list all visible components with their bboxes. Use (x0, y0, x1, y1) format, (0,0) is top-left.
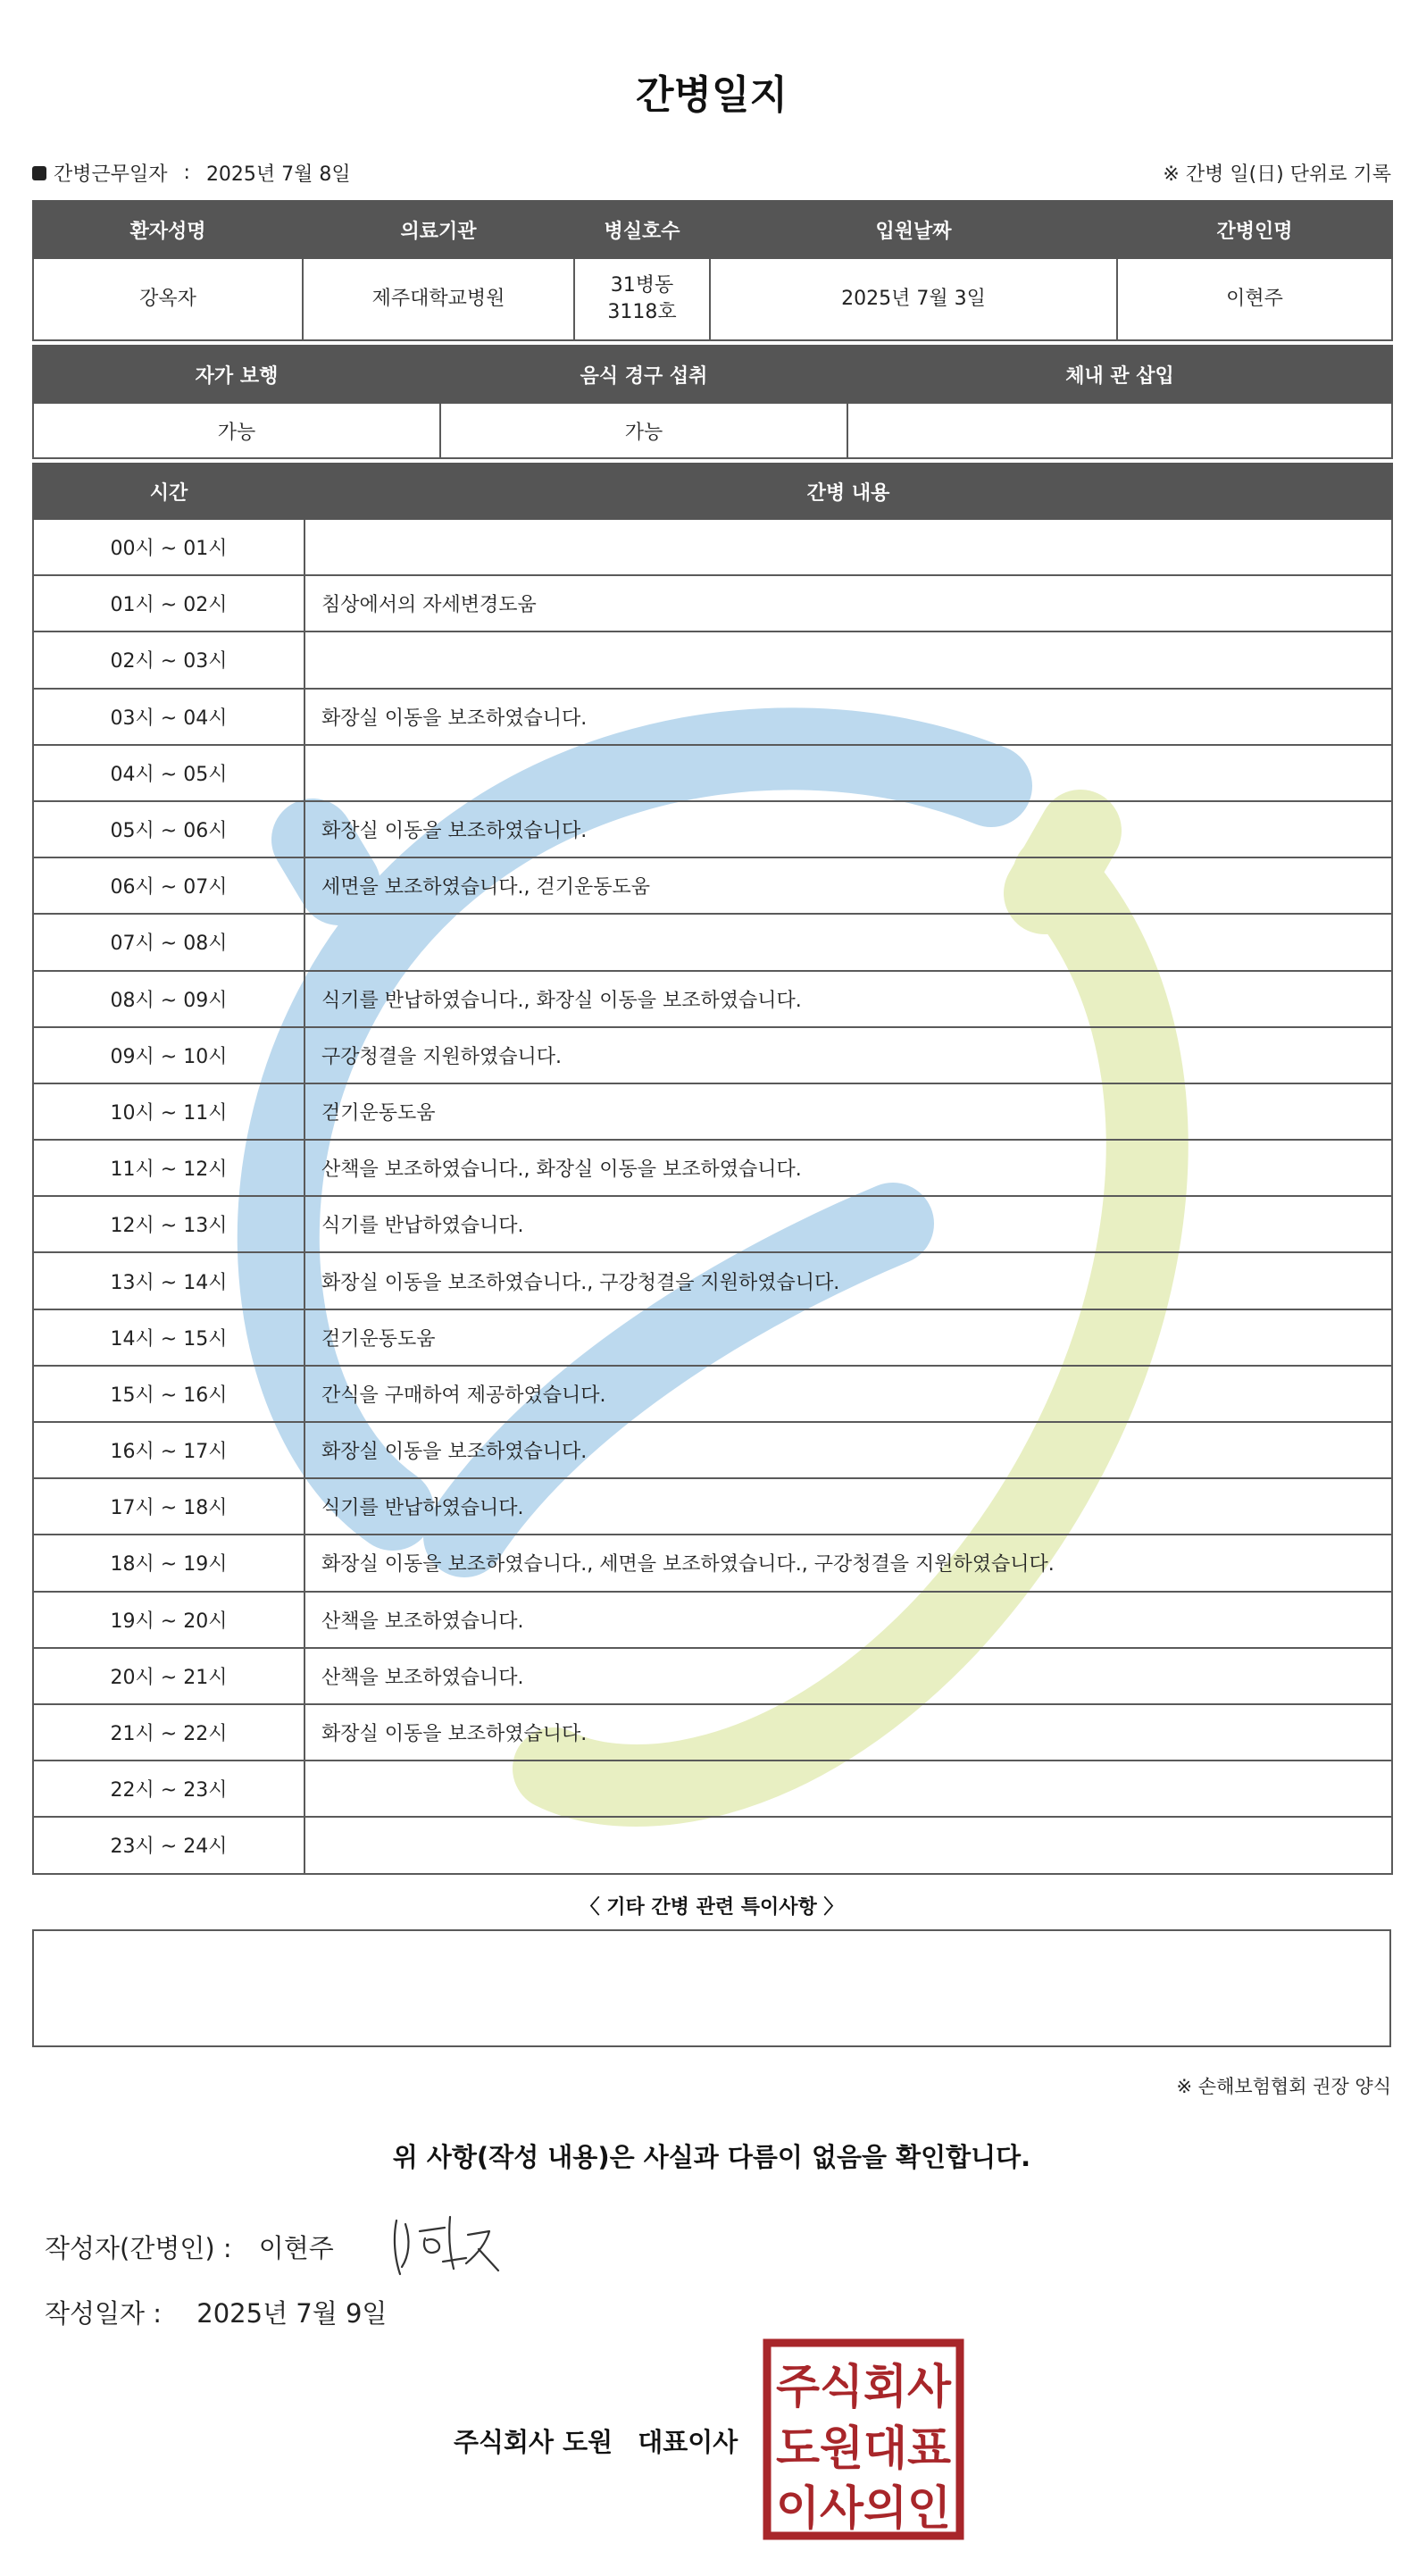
oral-intake-value: 가능 (440, 403, 847, 458)
header-tube-insertion: 체내 관 삽입 (847, 346, 1392, 403)
content-cell: 세면을 보조하였습니다., 걷기운동도움 (304, 857, 1392, 914)
content-cell: 산책을 보조하였습니다. (304, 1592, 1392, 1648)
work-date (32, 159, 351, 187)
special-notes-title: 〈 기타 간병 관련 특이사항 〉 (580, 1896, 844, 1919)
header-caregiver-name: 간병인명 (1117, 201, 1392, 258)
content-cell: 화장실 이동을 보조하였습니다., 구강청결을 지원하였습니다. (304, 1252, 1392, 1309)
writer-row (45, 2229, 334, 2265)
header-hospital: 의료기관 (303, 201, 574, 258)
time-cell: 21시 ~ 22시 (33, 1704, 304, 1761)
time-cell: 18시 ~ 19시 (33, 1535, 304, 1591)
content-cell: 산책을 보조하였습니다. (304, 1648, 1392, 1704)
table-row (33, 1027, 1392, 1083)
unit-note: ※ 간병 일(日) 단위로 기록 (1163, 163, 1391, 186)
time-cell: 12시 ~ 13시 (33, 1196, 304, 1252)
content-cell: 구강청결을 지원하였습니다. (304, 1027, 1392, 1083)
table-row (33, 1309, 1392, 1366)
patient-name: 강옥자 (33, 258, 303, 340)
patient-info-table (32, 200, 1393, 341)
time-cell: 17시 ~ 18시 (33, 1478, 304, 1535)
content-cell (304, 1761, 1392, 1817)
content-cell: 화장실 이동을 보조하였습니다. (304, 801, 1392, 857)
written-date-row (45, 2294, 387, 2330)
header-care-content: 간병 내용 (304, 464, 1392, 519)
table-row (33, 519, 1392, 575)
content-cell (304, 914, 1392, 970)
time-cell: 01시 ~ 02시 (33, 575, 304, 631)
content-cell (304, 519, 1392, 575)
table-row (33, 1140, 1392, 1196)
content-cell: 화장실 이동을 보조하였습니다., 세면을 보조하였습니다., 구강청결을 지원하였습니다. (304, 1535, 1392, 1591)
time-cell: 15시 ~ 16시 (33, 1366, 304, 1422)
header-room: 병실호수 (574, 201, 710, 258)
written-date-value: 2025년 7월 9일 (196, 2298, 388, 2329)
company-name: 주식회사 도원 (454, 2427, 613, 2457)
confirmation-statement: 위 사항(작성 내용)은 사실과 다름이 없음을 확인합니다. (392, 2142, 1031, 2172)
table-row (33, 1366, 1392, 1422)
caregiver-name: 이현주 (1117, 258, 1392, 340)
time-cell: 13시 ~ 14시 (33, 1252, 304, 1309)
table-row (33, 1422, 1392, 1478)
time-cell: 07시 ~ 08시 (33, 914, 304, 970)
svg-text:주식회사: 주식회사 (776, 2361, 952, 2414)
document-title: 간병일지 (635, 72, 788, 118)
writer-label: 작성자(간병인) : (45, 2233, 232, 2263)
table-row (33, 914, 1392, 970)
time-cell: 04시 ~ 05시 (33, 745, 304, 801)
header-patient-name: 환자성명 (33, 201, 303, 258)
self-walking-value: 가능 (33, 403, 440, 458)
table-row (33, 1535, 1392, 1591)
company-role: 대표이사 (638, 2427, 738, 2457)
table-row (33, 801, 1392, 857)
table-row (33, 1817, 1392, 1873)
content-cell (304, 631, 1392, 688)
content-cell (304, 1817, 1392, 1873)
time-cell: 11시 ~ 12시 (33, 1140, 304, 1196)
time-cell: 16시 ~ 17시 (33, 1422, 304, 1478)
time-cell: 00시 ~ 01시 (33, 519, 304, 575)
time-cell: 09시 ~ 10시 (33, 1027, 304, 1083)
content-cell: 식기를 반납하였습니다. (304, 1478, 1392, 1535)
table-row (33, 1252, 1392, 1309)
time-cell: 05시 ~ 06시 (33, 801, 304, 857)
time-cell: 20시 ~ 21시 (33, 1648, 304, 1704)
special-notes-box (32, 1929, 1391, 2047)
work-date-value: 2025년 7월 8일 (205, 163, 351, 186)
time-cell: 22시 ~ 23시 (33, 1761, 304, 1817)
content-cell: 화장실 이동을 보조하였습니다. (304, 1422, 1392, 1478)
time-cell: 14시 ~ 15시 (33, 1309, 304, 1366)
hourly-care-log-table (32, 463, 1393, 1875)
bullet-square-icon (32, 166, 46, 180)
header-self-walking: 자가 보행 (33, 346, 440, 403)
table-row (33, 1761, 1392, 1817)
svg-text:이사의인: 이사의인 (776, 2482, 951, 2536)
form-source-note: ※ 손해보험협회 권장 양식 (1176, 2076, 1391, 2097)
table-row (33, 631, 1392, 688)
content-cell: 식기를 반납하였습니다., 화장실 이동을 보조하였습니다. (304, 971, 1392, 1027)
header-oral-intake: 음식 경구 섭취 (440, 346, 847, 403)
company-seal-stamp (763, 2338, 964, 2540)
time-cell: 02시 ~ 03시 (33, 631, 304, 688)
time-cell: 08시 ~ 09시 (33, 971, 304, 1027)
room-number: 31병동3118호 (574, 258, 710, 340)
company-signature-line (454, 2422, 738, 2459)
svg-text:도원대표: 도원대표 (776, 2422, 951, 2476)
content-cell: 침상에서의 자세변경도움 (304, 575, 1392, 631)
table-row (33, 1592, 1392, 1648)
table-row (33, 1648, 1392, 1704)
table-row (33, 1704, 1392, 1761)
table-row (33, 689, 1392, 745)
content-cell: 식기를 반납하였습니다. (304, 1196, 1392, 1252)
table-row (33, 575, 1392, 631)
content-cell: 간식을 구매하여 제공하였습니다. (304, 1366, 1392, 1422)
patient-status-table (32, 345, 1393, 459)
hospital-name: 제주대학교병원 (303, 258, 574, 340)
header-admission-date: 입원날짜 (710, 201, 1117, 258)
header-time: 시간 (33, 464, 304, 519)
admission-date: 2025년 7월 3일 (710, 258, 1117, 340)
content-cell: 화장실 이동을 보조하였습니다. (304, 1704, 1392, 1761)
written-date-label: 작성일자 : (45, 2298, 163, 2329)
time-cell: 06시 ~ 07시 (33, 857, 304, 914)
table-row (33, 1196, 1392, 1252)
time-cell: 03시 ~ 04시 (33, 689, 304, 745)
handwritten-signature (380, 2204, 505, 2285)
content-cell: 걷기운동도움 (304, 1083, 1392, 1140)
work-date-label: 간병근무일자 (54, 163, 168, 186)
content-cell: 걷기운동도움 (304, 1309, 1392, 1366)
table-row (33, 971, 1392, 1027)
work-date-separator: : (183, 162, 190, 184)
tube-insertion-value (847, 403, 1392, 458)
writer-name: 이현주 (258, 2233, 334, 2263)
time-cell: 10시 ~ 11시 (33, 1083, 304, 1140)
content-cell: 산책을 보조하였습니다., 화장실 이동을 보조하였습니다. (304, 1140, 1392, 1196)
time-cell: 19시 ~ 20시 (33, 1592, 304, 1648)
content-cell: 화장실 이동을 보조하였습니다. (304, 689, 1392, 745)
content-cell (304, 745, 1392, 801)
time-cell: 23시 ~ 24시 (33, 1817, 304, 1873)
table-row (33, 857, 1392, 914)
table-row (33, 745, 1392, 801)
table-row (33, 1083, 1392, 1140)
table-row (33, 1478, 1392, 1535)
